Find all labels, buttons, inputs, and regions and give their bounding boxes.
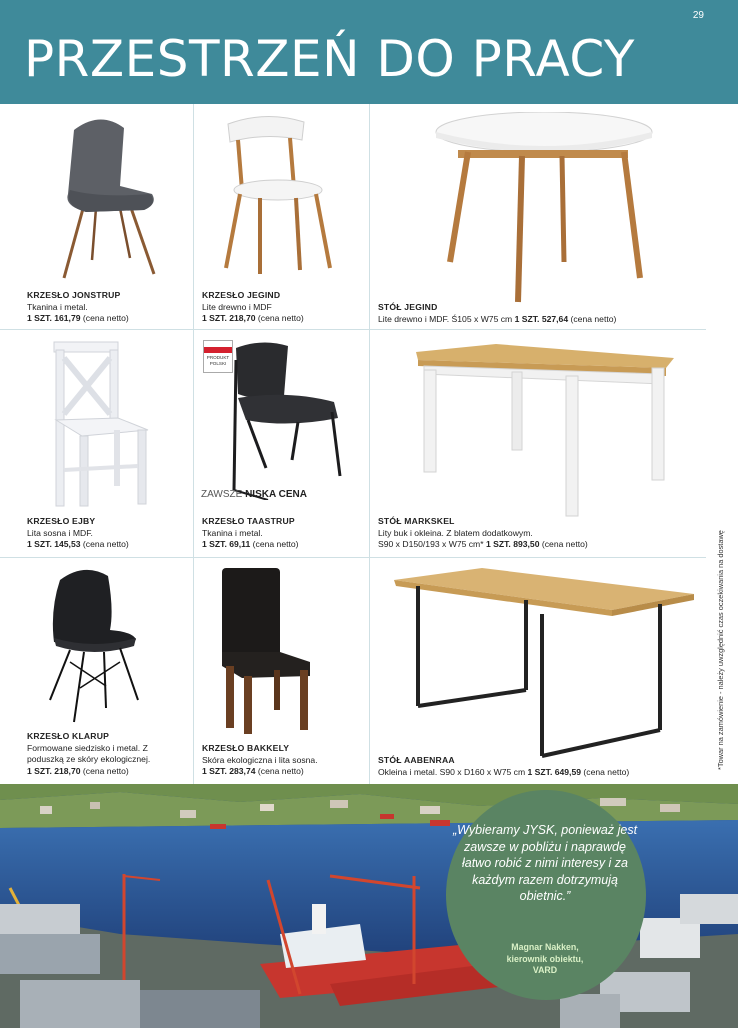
price-note: (cena netto) (583, 766, 630, 777)
product-price (27, 766, 129, 776)
product-name: STÓŁ JEGIND (378, 302, 438, 312)
product-name: KRZESŁO KLARUP (27, 731, 110, 741)
price-note: (cena netto) (252, 539, 299, 549)
description-text: Okleina i metal. S90 x D160 x W75 cm (378, 766, 526, 777)
testimonial-quote: „Wybieramy JYSK, ponieważ jest zawsze w pobliżu i naprawdę łatwo robić z nimi interesy i za każdym razem dotrzymują obietnic.” (452, 823, 638, 903)
price-note: (cena netto) (541, 539, 588, 549)
grid-divider (0, 557, 706, 558)
testimonial-author (470, 942, 620, 977)
product-image-jegind-table (434, 112, 654, 308)
product-description: Lite drewno i MDF (202, 301, 272, 312)
product-name: STÓŁ MARKSKEL (378, 516, 455, 526)
product-description: Formowane siedzisko i metal. Z (27, 742, 148, 753)
product-info-jonstrup (27, 290, 187, 325)
price-value: 1 SZT. 218,70 (202, 313, 256, 323)
product-description: Tkanina i metal. (202, 527, 263, 538)
product-description: Lita sosna i MDF. (27, 527, 93, 538)
price-note: (cena netto) (82, 313, 129, 323)
product-image-taastrup-chair (228, 340, 348, 500)
badge-line2: POLSKI (209, 360, 227, 366)
product-description: Lity buk i okleina. Z blatem dodatkowym. (378, 527, 533, 538)
product-image-jegind-chair (216, 110, 336, 286)
grid-divider (369, 104, 370, 784)
product-info-jegind-chair (202, 290, 362, 325)
author-role: kierownik obiektu, (506, 953, 584, 964)
product-description (378, 314, 698, 326)
product-price (202, 313, 304, 323)
always-low-price-label (201, 489, 307, 500)
price-value: 1 SZT. 161,79 (27, 313, 81, 323)
price-value: 1 SZT. 145,53 (27, 539, 81, 549)
label-part-always: ZAWSZE (201, 489, 243, 500)
price-value: 1 SZT. 283,74 (202, 766, 256, 776)
product-price (27, 313, 129, 323)
author-name: Magnar Nakken, (511, 942, 579, 952)
product-price (202, 766, 304, 776)
delivery-side-note (706, 460, 732, 780)
price-value: 1 SZT. 893,50 (485, 539, 540, 549)
badge-line1: PRODUKT (206, 355, 230, 360)
product-description: Tkanina i metal. (27, 301, 88, 312)
page-header (0, 0, 738, 104)
product-info-markskel (378, 516, 698, 551)
product-price (202, 539, 299, 549)
product-image-klarup-chair (44, 566, 144, 726)
product-description-line2: poduszką ze skóry ekologicznej. (27, 754, 151, 764)
product-description: Skóra ekologiczna i lita sosna. (202, 754, 318, 765)
description-text: S90 x D150/193 x W75 cm* (378, 539, 484, 549)
table-illustration (392, 566, 696, 762)
product-name: KRZESŁO JEGIND (202, 290, 281, 300)
price-note: (cena netto) (82, 765, 129, 776)
chair-illustration (228, 340, 348, 500)
chair-illustration (218, 566, 318, 736)
product-image-bakkely-chair (218, 566, 318, 736)
product-info-jegind-table (378, 302, 698, 325)
description-text: Lite drewno i MDF. Ś105 x W75 cm (378, 313, 513, 324)
grid-divider (193, 104, 194, 784)
price-note: (cena netto) (570, 313, 617, 324)
price-value: 1 SZT. 527,64 (514, 313, 569, 324)
product-name: KRZESŁO JONSTRUP (27, 290, 121, 300)
product-name: KRZESŁO BAKKELY (202, 743, 290, 753)
product-info-klarup (27, 731, 187, 777)
price-value: 1 SZT. 69,11 (202, 539, 251, 549)
product-image-markskel-table (412, 344, 676, 520)
price-note: (cena netto) (82, 539, 129, 549)
product-info-taastrup (202, 516, 362, 551)
price-value: 1 SZT. 649,59 (527, 766, 582, 777)
chair-illustration (216, 110, 336, 286)
price-note: (cena netto) (257, 313, 304, 323)
price-note: (cena netto) (257, 766, 304, 776)
author-company: VARD (532, 965, 558, 975)
product-dimensions-price (378, 539, 698, 551)
product-name: KRZESŁO EJBY (27, 516, 96, 526)
product-info-bakkely (202, 743, 362, 778)
table-illustration (434, 112, 654, 308)
grid-divider (0, 329, 706, 330)
product-name: KRZESŁO TAASTRUP (202, 516, 295, 526)
page-number: 29 (692, 10, 704, 21)
product-price (27, 539, 129, 549)
chair-illustration (52, 340, 152, 510)
side-note-text: *Towar na zamówienie - należy uwzględnić czas oczekiwania na dostawę (716, 530, 725, 770)
page-title: PRZESTRZEŃ DO PRACY (24, 30, 635, 88)
product-name: STÓŁ AABENRAA (378, 755, 455, 765)
product-description (378, 767, 698, 779)
price-value: 1 SZT. 218,70 (27, 765, 81, 776)
chair-illustration (40, 110, 170, 286)
product-info-aabenraa (378, 755, 698, 778)
chair-illustration (44, 566, 144, 726)
product-image-ejby-chair (52, 340, 152, 510)
product-info-ejby (27, 516, 187, 551)
table-illustration (412, 344, 676, 520)
product-image-jonstrup-chair (40, 110, 170, 286)
label-part-low-price: NISKA CENA (245, 489, 307, 500)
product-image-aabenraa-table (392, 566, 696, 762)
